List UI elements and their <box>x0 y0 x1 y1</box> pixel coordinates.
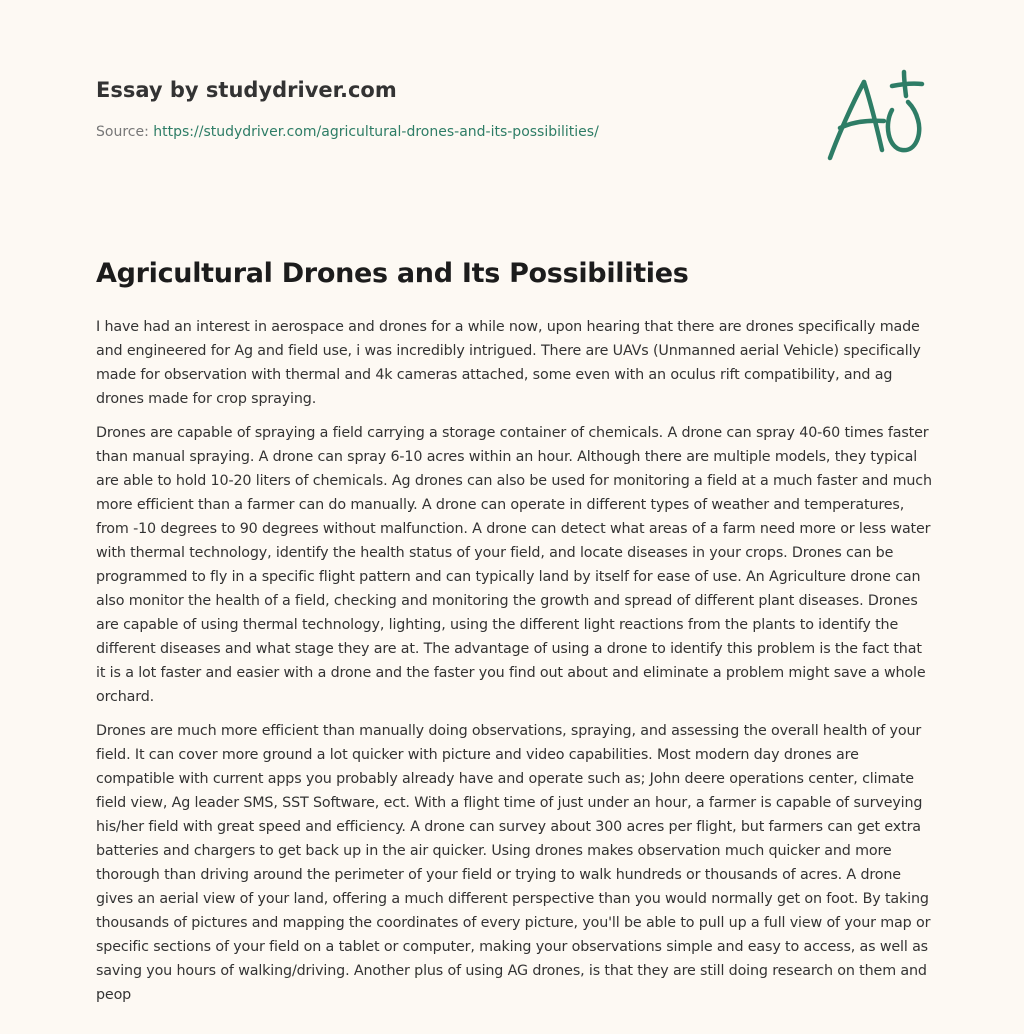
essay-by-heading: Essay by studydriver.com <box>96 78 397 102</box>
article-paragraph: I have had an interest in aerospace and drones for a while now, upon hearing that there are drones specifically made and engineered for Ag and field use, i was incredibly intrigued. There are UAVs (Unmanned aerial Vehicle) specifically made for observation with thermal and 4k cameras attached, some even with an oculus rift compatibility, and ag drones made for crop spraying. <box>96 319 921 407</box>
article-paragraph: Drones are capable of spraying a field carrying a storage container of chemicals. A drone can spray 40-60 times faster than manual spraying. A drone can spray 6-10 acres within an hour. Although there are multiple models, they typical are able to hold 10-20 liters of chemicals. Ag drones can also be used for monitoring a field at a much faster and much more efficient than a farmer can do manually. A drone can operate in different types of weather and temperatures, from -10 degrees to 90 degrees without malfunction. A drone can detect what areas of a farm need more or less water with thermal technology, identify the health status of your field, and locate diseases in your crops. Drones can be programmed to fly in a specific flight pattern and can typically land by itself for ease of use. An Agriculture drone can also monitor the health of a field, checking and monitoring the growth and spread of different plant diseases. Drones are capable of using thermal technology, lighting, using the different light reactions from the plants to identify the different diseases and what stage they are at. The advantage of using a drone to identify this problem is the fact that it is a lot faster and easier with a drone and the faster you find out about and eliminate a problem might save a whole orchard. <box>96 425 932 705</box>
source-line <box>96 122 796 142</box>
article-body <box>96 315 932 1017</box>
a-plus-logo-icon <box>818 66 928 166</box>
source-link[interactable]: https://studydriver.com/agricultural-drones-and-its-possibilities/ <box>153 124 599 140</box>
article-paragraph: Drones are much more efficient than manually doing observations, spraying, and assessing the overall health of your field. It can cover more ground a lot quicker with picture and video capabilities. Most modern day drones are compatible with current apps you probably already have and operate such as; John deere operations center, climate field view, Ag leader SMS, SST Software, ect. With a flight time of just under an hour, a farmer is capable of surveying his/her field with great speed and efficiency. A drone can survey about 300 acres per flight, but farmers can get extra batteries and chargers to get back up in the air quicker. Using drones makes observation much quicker and more thorough than driving around the perimeter of your field or trying to walk hundreds or thousands of acres. A drone gives an aerial view of your land, offering a much different perspective than you would normally get on foot. By taking thousands of pictures and mapping the coordinates of every picture, you'll be able to pull up a full view of your map or specific sections of your field on a tablet or computer, making your observations simple and easy to access, as well as saving you hours of walking/driving. Another plus of using AG drones, is that they are still doing research on them and peop <box>96 723 931 1003</box>
source-label: Source: <box>96 124 149 140</box>
essay-header <box>96 76 796 142</box>
article-title: Agricultural Drones and Its Possibilities <box>96 258 689 289</box>
